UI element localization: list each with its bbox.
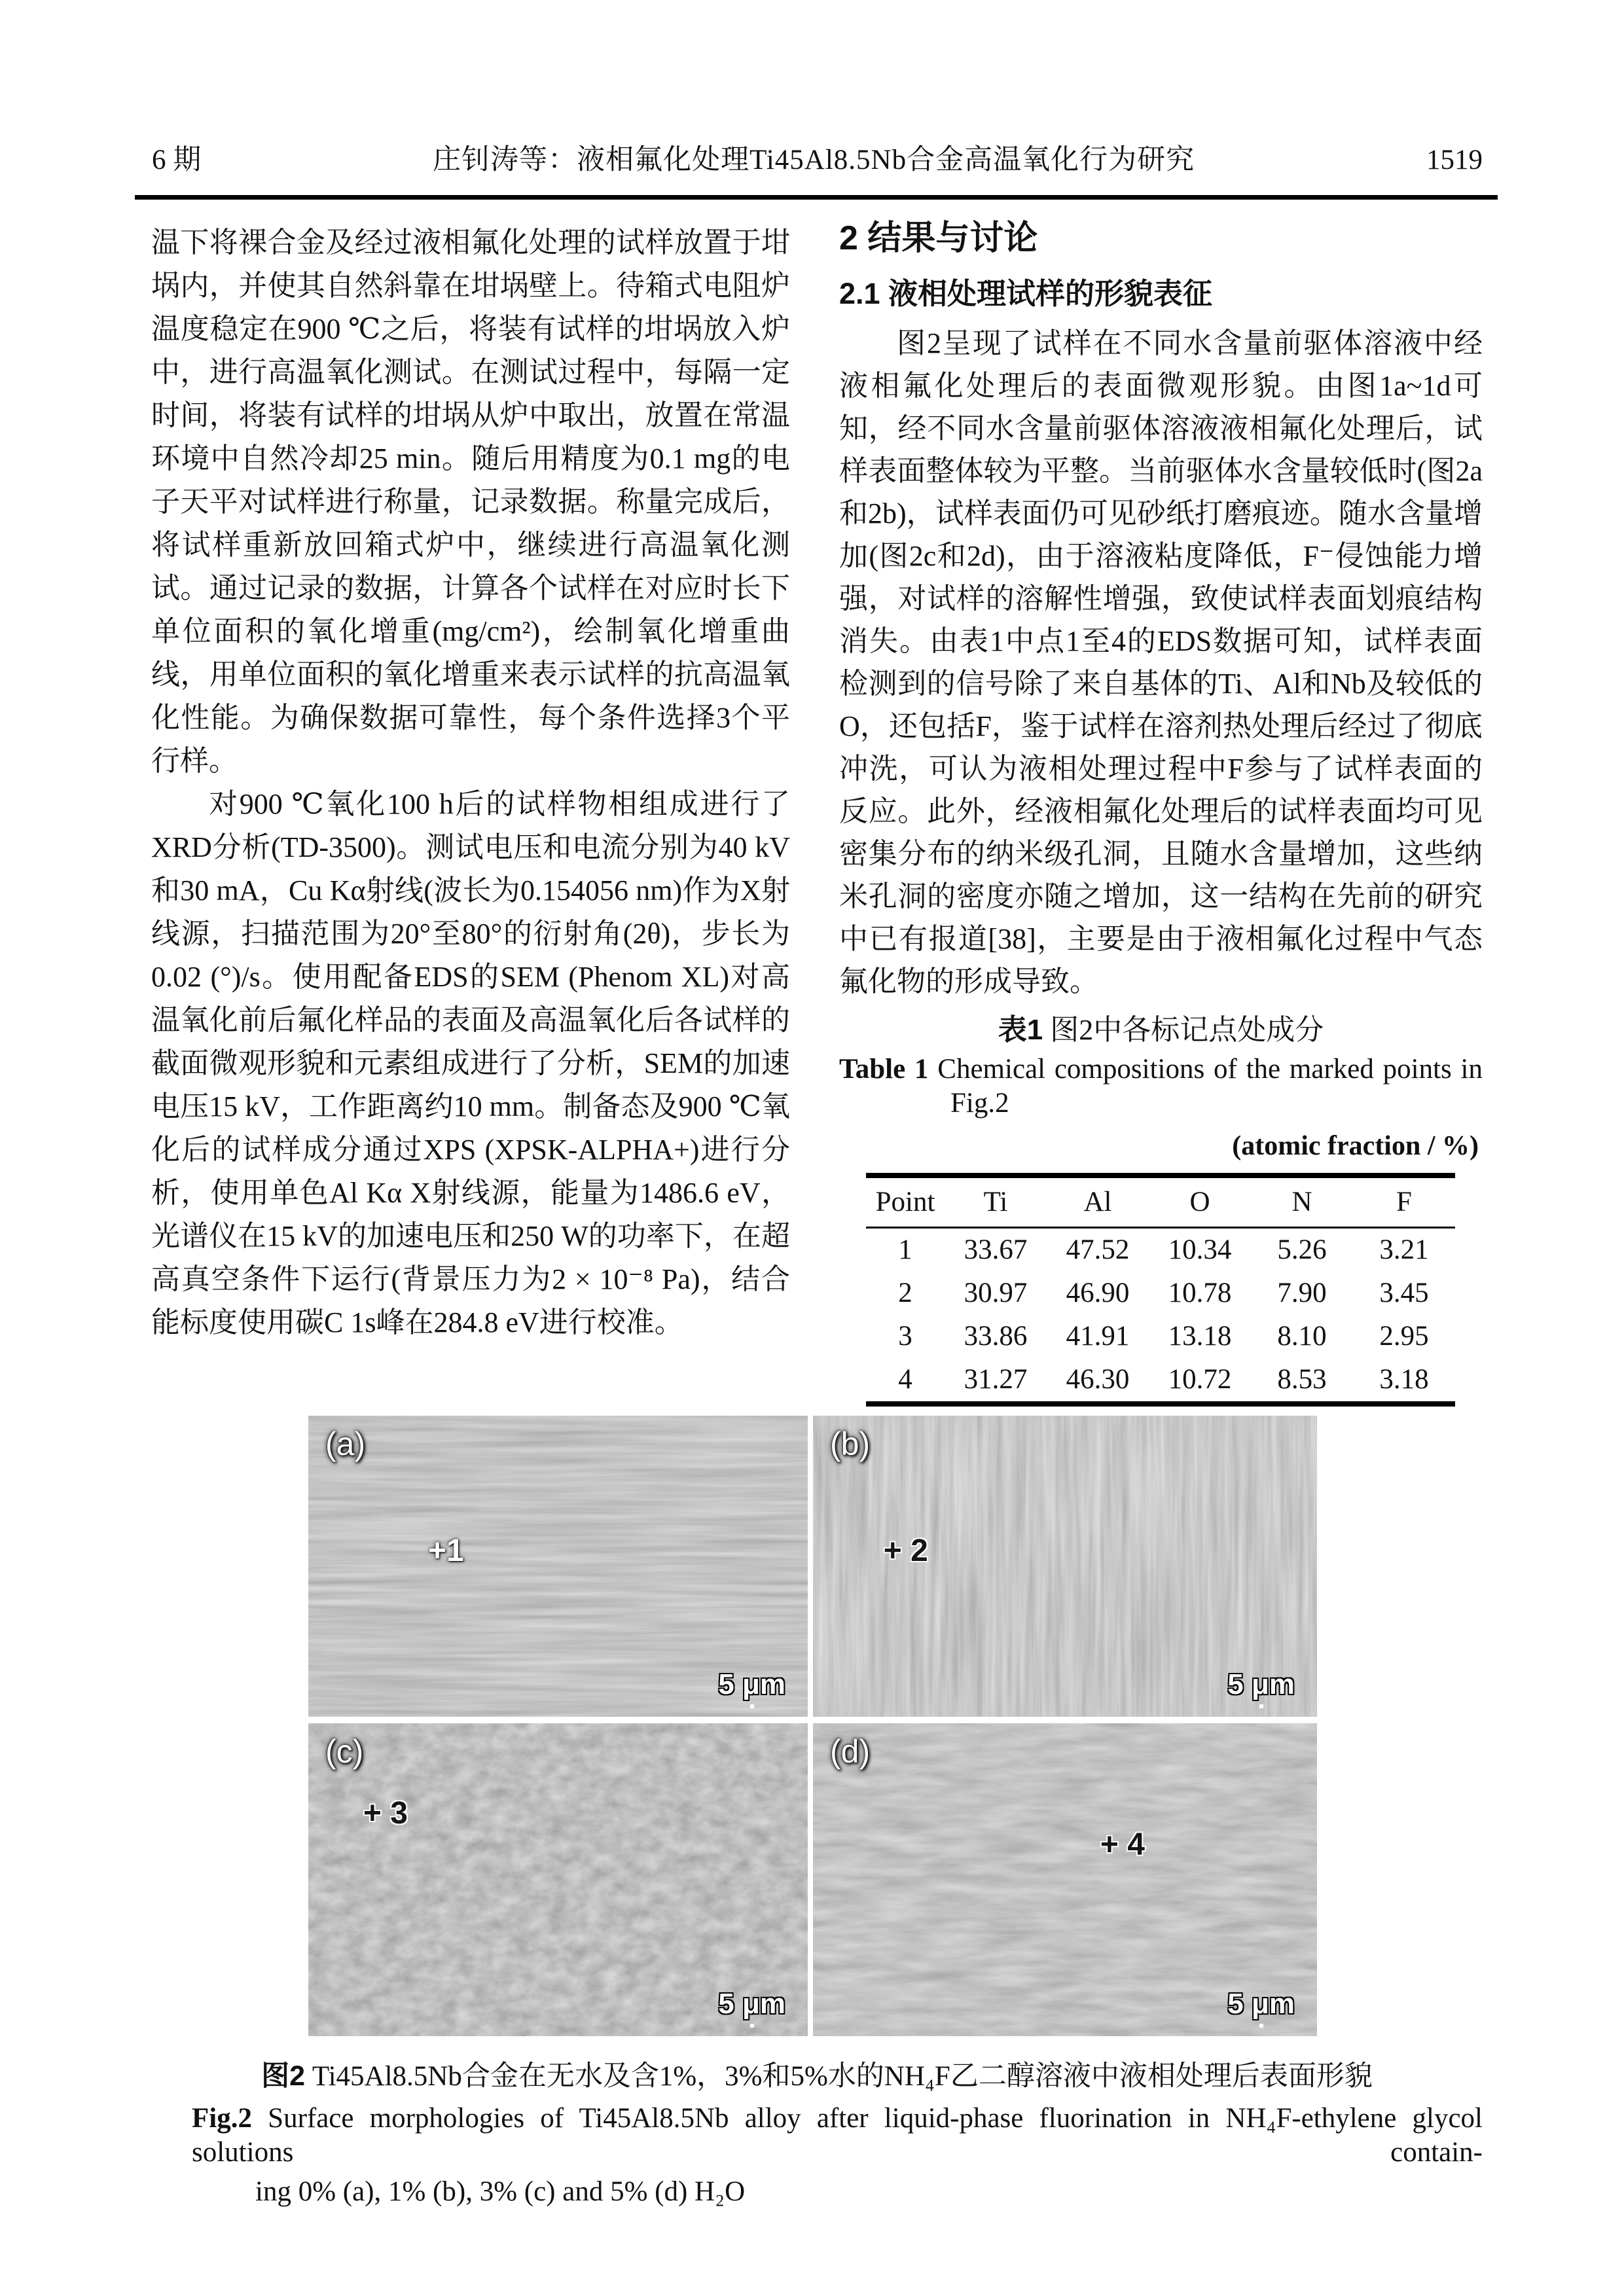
table-title-zh-text: 图2中各标记点处成分 [1050, 1014, 1324, 1046]
header-rule [135, 195, 1498, 200]
column-header: N [1251, 1175, 1353, 1228]
cell: 3.18 [1379, 1364, 1429, 1395]
column-header: Al [1047, 1175, 1149, 1228]
column-header: F [1353, 1175, 1455, 1228]
cell: 10.78 [1168, 1278, 1232, 1308]
sem-panel-grid [308, 1416, 1317, 2036]
table-title-en-label: Table 1 [839, 1054, 929, 1085]
cell: 41.91 [1066, 1321, 1130, 1352]
figure-2-caption [151, 2059, 1483, 2209]
eds-point-marker-4: + 4 [1100, 1827, 1145, 1862]
panel-label: (d) [830, 1733, 871, 1770]
table-row [866, 1228, 1455, 1272]
scale-bar [718, 1668, 785, 1706]
table-title-en-text: Chemical compositions of the marked points in [937, 1054, 1483, 1085]
sem-panel-d [813, 1723, 1317, 2036]
figure-caption-en-line2: ing 0% (a), 1% (b), 3% (c) and 5% (d) H₂O [255, 2176, 746, 2207]
cell: 46.90 [1066, 1278, 1130, 1308]
figure-caption-zh-label: 图2 [261, 2060, 306, 2092]
right-column [839, 217, 1483, 1407]
cell: 5.26 [1277, 1234, 1327, 1265]
cell: 33.67 [964, 1234, 1028, 1265]
figure-caption-zh [151, 2059, 1483, 2094]
sem-panel-b [813, 1416, 1317, 1717]
table-title-en-line2: Fig.2 [950, 1088, 1009, 1119]
scale-bar [1227, 1668, 1295, 1706]
page-number: 1519 [1426, 145, 1483, 175]
cell: 3 [898, 1321, 912, 1352]
scale-bar-label: 5 μm [718, 1988, 785, 2020]
running-head [152, 137, 1483, 177]
body-paragraph: 对900 ℃氧化100 h后的试样物相组成进行了XRD分析(TD-3500)。测试电压和电流分别为40 kV和30 mA，Cu Kα射线(波长为0.154056 nm)作为X射线源，扫描范围为20°至80°的衍射角(2θ)，步长为0.02 (°)/s。使用配备EDS的SEM (Phenom XL)对高温氧化前后氟化样品的表面及高温氧化后各试样的截面微观形貌和元素组成进行了分析，SEM的加速电压15 kV，工作距离约10 mm。制备态及900 ℃氧化后的试样成分通过XPS (XPSK-ALPHA+)进行分析，使用单色Al Kα X射线源，能量为1486.6 eV，光谱仪在15 kV的加速电压和250 W的功率下，在超高真空条件下运行(背景压力为2 × 10⁻⁸ Pa)，结合能标度使用碳C 1s峰在284.8 eV进行校准。 [151, 788, 790, 1338]
table-title-en-line1 [839, 1052, 1483, 1086]
cell: 4 [898, 1364, 912, 1395]
body-paragraph: 温下将裸合金及经过液相氟化处理的试样放置于坩埚内，并使其自然斜靠在坩埚壁上。待箱式电阻炉温度稳定在900 ℃之后，将装有试样的坩埚放入炉中，进行高温氧化测试。在测试过程中，每隔一定时间，将装有试样的坩埚从炉中取出，放置在常温环境中自然冷却25 min。随后用精度为0.1 mg的电子天平对试样进行称量，记录数据。称量完成后，将试样重新放回箱式炉中，继续进行高温氧化测试。通过记录的数据，计算各个试样在对应时长下单位面积的氧化增重(mg/cm²)，绘制氧化增重曲线，用单位面积的氧化增重来表示试样的抗高温氧化性能。为确保数据可靠性，每个条件选择3个平行样。 [151, 226, 790, 777]
eds-point-marker-3: + 3 [363, 1795, 408, 1831]
left-column [151, 221, 790, 1344]
eds-composition-table [866, 1173, 1455, 1407]
sem-panel-c [308, 1723, 808, 2036]
table-1-block [839, 1012, 1483, 1407]
cell: 46.30 [1066, 1364, 1130, 1395]
panel-label: (c) [325, 1733, 364, 1770]
cell: 30.97 [964, 1278, 1028, 1308]
cell: 7.90 [1277, 1278, 1327, 1308]
eds-point-marker-2: + 2 [883, 1534, 928, 1569]
body-paragraph: 图2呈现了试样在不同水含量前驱体溶液中经液相氟化处理后的表面微观形貌。由图1a~1d可知，经不同水含量前驱体溶液液相氟化处理后，试样表面整体较为平整。当前驱体水含量较低时(图2a和2b)，试样表面仍可见砂纸打磨痕迹。随水含量增加(图2c和2d)，由于溶液粘度降低，F⁻侵蚀能力增强，对试样的溶解性增强，致使试样表面划痕结构消失。由表1中点1至4的EDS数据可知，试样表面检测到的信号除了来自基体的Ti、Al和Nb及较低的O，还包括F，鉴于试样在溶剂热处理后经过了彻底冲洗，可认为液相处理过程中F参与了试样表面的反应。此外，经液相氟化处理后的试样表面均可见密集分布的纳米级孔洞，且随水含量增加，这些纳米孔洞的密度亦随之增加，这一结构在先前的研究中已有报道[38]，主要是由于液相氟化过程中气态氟化物的形成导致。 [839, 327, 1483, 997]
scale-bar-label: 5 μm [718, 1668, 785, 1700]
figure-caption-en-line1 [192, 2102, 1483, 2170]
cell: 3.45 [1379, 1278, 1429, 1308]
table-row [866, 1358, 1455, 1404]
cell: 13.18 [1168, 1321, 1232, 1352]
figure-caption-en-label: Fig.2 [192, 2103, 252, 2134]
figure-caption-en-text: Surface morphologies of Ti45Al8.5Nb alloy after liquid-phase fluorination in NH₄F-ethylene glycol solutions contain- [192, 2103, 1483, 2168]
column-header: Ti [945, 1175, 1047, 1228]
cell: 3.21 [1379, 1234, 1429, 1265]
figure-2 [308, 1416, 1317, 2036]
table-row [866, 1315, 1455, 1358]
cell: 10.72 [1168, 1364, 1232, 1395]
cell: 2 [898, 1278, 912, 1308]
section-heading: 2 结果与讨论 [839, 219, 1038, 257]
cell: 10.34 [1168, 1234, 1232, 1265]
table-unit-note: (atomic fraction / %) [1232, 1131, 1479, 1161]
scale-bar [1227, 1988, 1295, 2026]
cell: 47.52 [1066, 1234, 1130, 1265]
subsection-heading: 2.1 液相处理试样的形貌表征 [839, 277, 1213, 310]
cell: 8.53 [1277, 1364, 1327, 1395]
table-row [866, 1272, 1455, 1315]
panel-label: (b) [830, 1426, 871, 1462]
table-title-zh-label: 表1 [998, 1014, 1043, 1046]
scale-bar-label: 5 μm [1227, 1668, 1295, 1700]
cell: 8.10 [1277, 1321, 1327, 1352]
figure-caption-zh-text: Ti45Al8.5Nb合金在无水及含1%，3%和5%水的NH₄F乙二醇溶液中液相处理后表面形貌 [312, 2061, 1373, 2092]
cell: 1 [898, 1234, 912, 1265]
issue-number: 6 期 [152, 145, 202, 175]
panel-label: (a) [325, 1426, 366, 1462]
table-header-row [866, 1175, 1455, 1228]
column-header: O [1149, 1175, 1251, 1228]
scale-bar-label: 5 μm [1227, 1988, 1295, 2020]
eds-point-marker-1: +1 [428, 1534, 464, 1569]
scale-bar [718, 1988, 785, 2026]
column-header: Point [866, 1175, 945, 1228]
sem-panel-a [308, 1416, 808, 1717]
cell: 31.27 [964, 1364, 1028, 1395]
running-title: 庄钊涛等：液相氟化处理Ti45Al8.5Nb合金高温氧化行为研究 [433, 145, 1195, 175]
cell: 33.86 [964, 1321, 1028, 1352]
table-title-zh [839, 1012, 1483, 1049]
cell: 2.95 [1379, 1321, 1429, 1352]
